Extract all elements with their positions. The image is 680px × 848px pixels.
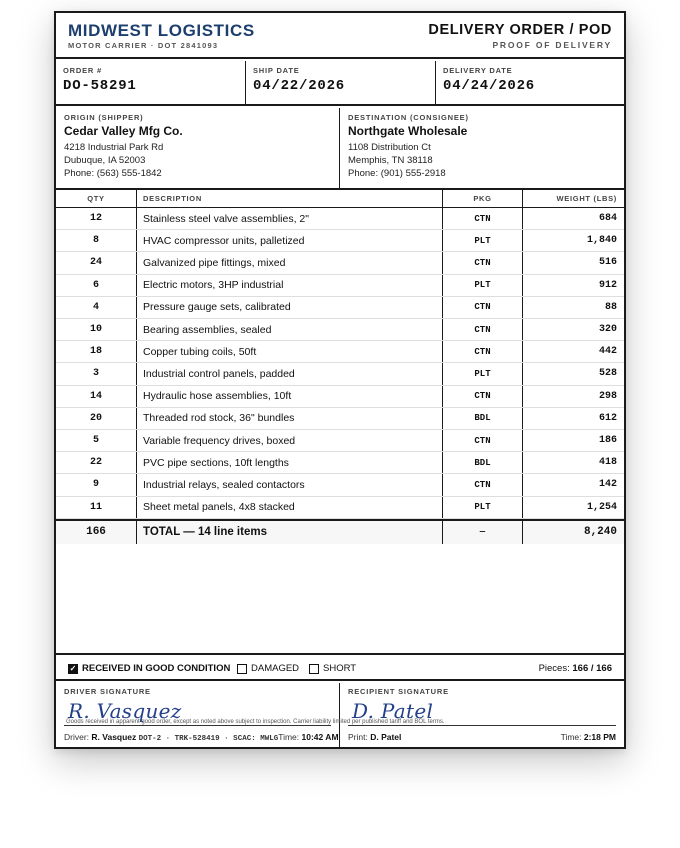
qty-cell: 12 xyxy=(89,213,102,225)
recipient-signature-label: RECIPIENT SIGNATURE xyxy=(348,687,449,696)
table-row xyxy=(56,474,624,496)
recipient-print-info xyxy=(348,732,401,742)
order-number-value: DO-58291 xyxy=(63,78,137,94)
ship-date-value: 04/22/2026 xyxy=(253,78,346,94)
origin-address-line2: Dubuque, IA 52003 xyxy=(64,155,146,166)
pkg-cell: CTN xyxy=(442,341,522,362)
qty-cell: 24 xyxy=(89,257,102,269)
origin-block xyxy=(56,108,340,188)
ship-date-label: SHIP DATE xyxy=(253,66,300,75)
description-cell: Electric motors, 3HP industrial xyxy=(136,275,442,296)
table-row xyxy=(56,452,624,474)
checkbox-empty-icon[interactable] xyxy=(237,664,247,674)
driver-meta xyxy=(64,732,339,743)
driver-signature-line xyxy=(64,725,331,726)
pkg-cell: PLT xyxy=(442,275,522,296)
pkg-cell: PLT xyxy=(442,497,522,518)
destination-address-line1: 1108 Distribution Ct xyxy=(348,142,431,153)
recipient-print-name: D. Patel xyxy=(370,732,402,742)
pkg-cell: CTN xyxy=(442,430,522,451)
qty-cell: 5 xyxy=(92,435,99,447)
recipient-time xyxy=(561,732,616,742)
description-cell: Hydraulic hose assemblies, 10ft xyxy=(136,386,442,407)
description-cell: Sheet metal panels, 4x8 stacked xyxy=(136,497,442,518)
qty-cell: 18 xyxy=(89,346,102,358)
table-row xyxy=(56,430,624,452)
origin-label: ORIGIN (SHIPPER) xyxy=(64,113,144,122)
table-row xyxy=(56,275,624,297)
company-subtitle: MOTOR CARRIER · DOT 2841093 xyxy=(68,41,219,50)
qty-cell: 3 xyxy=(92,368,99,380)
good-condition-checkbox[interactable] xyxy=(68,663,230,674)
description-cell: Industrial relays, sealed contactors xyxy=(136,474,442,495)
origin-phone: Phone: (563) 555-1842 xyxy=(64,168,162,179)
description-cell: HVAC compressor units, palletized xyxy=(136,230,442,251)
recipient-signature: D. Patel xyxy=(352,699,434,723)
liability-fine-print: Goods received in apparent good order, except as noted above subject to inspection. Carrier liability limited per published tariff and BOL terms. xyxy=(66,719,445,725)
driver-print-info xyxy=(64,732,278,743)
destination-phone: Phone: (901) 555-2918 xyxy=(348,168,446,179)
driver-print-label: Driver: xyxy=(64,732,90,742)
delivery-order-document xyxy=(54,11,626,749)
order-number-label: ORDER # xyxy=(63,66,102,75)
table-row xyxy=(56,297,624,319)
weight-cell: 320 xyxy=(522,319,624,340)
company-name: MIDWEST LOGISTICS xyxy=(68,21,255,40)
table-row xyxy=(56,252,624,274)
weight-cell: 684 xyxy=(522,208,624,229)
weight-cell: 142 xyxy=(522,474,624,495)
qty-cell: 22 xyxy=(89,457,102,469)
condition-bar xyxy=(56,657,624,681)
table-row xyxy=(56,341,624,363)
weight-cell: 1,840 xyxy=(522,230,624,251)
order-number-cell xyxy=(56,61,246,104)
qty-cell: 14 xyxy=(89,390,102,402)
table-row xyxy=(56,208,624,230)
pkg-cell: CTN xyxy=(442,297,522,318)
recipient-time-value: 2:18 PM xyxy=(583,732,616,742)
weight-cell: 298 xyxy=(522,386,624,407)
weight-cell: 186 xyxy=(522,430,624,451)
weight-cell: 442 xyxy=(522,341,624,362)
col-header-weight: WEIGHT (LBS) xyxy=(522,190,624,208)
description-cell: Bearing assemblies, sealed xyxy=(136,319,442,340)
ship-date-cell xyxy=(246,61,436,104)
description-cell: Stainless steel valve assemblies, 2" xyxy=(136,208,442,229)
description-cell: Pressure gauge sets, calibrated xyxy=(136,297,442,318)
description-cell: PVC pipe sections, 10ft lengths xyxy=(136,452,442,473)
table-row xyxy=(56,230,624,252)
document-subtitle: PROOF OF DELIVERY xyxy=(492,40,612,50)
driver-signature: R. Vasquez xyxy=(68,699,182,723)
destination-address-line2: Memphis, TN 38118 xyxy=(348,155,433,166)
qty-cell: 4 xyxy=(92,301,99,313)
weight-cell: 612 xyxy=(522,408,624,429)
weight-cell: 912 xyxy=(522,275,624,296)
total-description-cell: TOTAL — 14 line items xyxy=(136,521,442,544)
damaged-checkbox[interactable] xyxy=(237,663,299,674)
destination-name: Northgate Wholesale xyxy=(348,124,468,138)
total-weight-cell: 8,240 xyxy=(522,521,624,544)
pkg-cell: BDL xyxy=(442,408,522,429)
qty-cell: 11 xyxy=(89,501,102,513)
pkg-cell: CTN xyxy=(442,252,522,273)
total-qty-cell: 166 xyxy=(86,526,106,539)
table-row xyxy=(56,408,624,430)
pkg-cell: CTN xyxy=(442,474,522,495)
table-row xyxy=(56,386,624,408)
pkg-cell: PLT xyxy=(442,363,522,384)
weight-cell: 1,254 xyxy=(522,497,624,518)
origin-address-line1: 4218 Industrial Park Rd xyxy=(64,142,164,153)
pkg-cell: CTN xyxy=(442,386,522,407)
pkg-cell: CTN xyxy=(442,208,522,229)
good-condition-label: RECEIVED IN GOOD CONDITION xyxy=(82,663,231,674)
driver-time-label: Time: xyxy=(278,732,300,742)
table-row xyxy=(56,497,624,519)
pieces-value: 166 / 166 xyxy=(572,663,612,674)
recipient-signature-block xyxy=(340,683,624,747)
recipient-meta xyxy=(348,732,616,742)
driver-time-value: 10:42 AM xyxy=(301,732,339,742)
col-header-qty: QTY xyxy=(56,190,136,208)
short-label: SHORT xyxy=(323,663,357,674)
weight-cell: 516 xyxy=(522,252,624,273)
destination-label: DESTINATION (CONSIGNEE) xyxy=(348,113,469,122)
document-header xyxy=(56,13,624,59)
blank-area xyxy=(56,544,624,655)
damaged-label: DAMAGED xyxy=(251,663,300,674)
recipient-time-label: Time: xyxy=(560,732,582,742)
total-pkg-cell: — xyxy=(442,521,522,544)
delivery-date-label: DELIVERY DATE xyxy=(443,66,513,75)
carrier-codes: DOT-2 · TRK-528419 · SCAC: MWLG xyxy=(138,735,279,743)
pkg-cell: CTN xyxy=(442,319,522,340)
driver-time xyxy=(278,732,338,743)
pkg-cell: BDL xyxy=(442,452,522,473)
weight-cell: 528 xyxy=(522,363,624,384)
col-header-pkg: PKG xyxy=(442,190,522,208)
table-row xyxy=(56,319,624,341)
weight-cell: 88 xyxy=(522,297,624,318)
checkbox-empty-icon[interactable] xyxy=(309,664,319,674)
qty-cell: 9 xyxy=(92,479,99,491)
qty-cell: 6 xyxy=(92,279,99,291)
qty-cell: 8 xyxy=(92,235,99,247)
delivery-date-value: 04/24/2026 xyxy=(443,78,536,94)
origin-name: Cedar Valley Mfg Co. xyxy=(64,124,183,138)
description-cell: Industrial control panels, padded xyxy=(136,363,442,384)
qty-cell: 10 xyxy=(89,324,102,336)
signature-section xyxy=(56,683,624,747)
document-title: DELIVERY ORDER / POD xyxy=(428,22,612,38)
driver-print-name: R. Vasquez xyxy=(91,732,137,742)
qty-cell: 20 xyxy=(89,412,102,424)
recipient-signature-line xyxy=(348,725,616,726)
pieces-count xyxy=(539,663,612,674)
order-ids xyxy=(56,61,624,106)
checkbox-checked-icon[interactable] xyxy=(68,664,78,674)
description-cell: Copper tubing coils, 50ft xyxy=(136,341,442,362)
description-cell: Galvanized pipe fittings, mixed xyxy=(136,252,442,273)
col-header-description: DESCRIPTION xyxy=(136,190,442,208)
pkg-cell: PLT xyxy=(442,230,522,251)
description-cell: Variable frequency drives, boxed xyxy=(136,430,442,451)
short-checkbox[interactable] xyxy=(309,663,356,674)
pieces-label: Pieces: xyxy=(538,663,570,674)
destination-block xyxy=(340,108,624,188)
driver-signature-label: DRIVER SIGNATURE xyxy=(64,687,151,696)
parties xyxy=(56,108,624,190)
recipient-print-label: Print: xyxy=(348,732,368,742)
weight-cell: 418 xyxy=(522,452,624,473)
delivery-date-cell xyxy=(436,61,624,104)
line-items-table xyxy=(56,190,624,544)
description-cell: Threaded rod stock, 36" bundles xyxy=(136,408,442,429)
table-row xyxy=(56,363,624,385)
total-row xyxy=(56,519,624,544)
